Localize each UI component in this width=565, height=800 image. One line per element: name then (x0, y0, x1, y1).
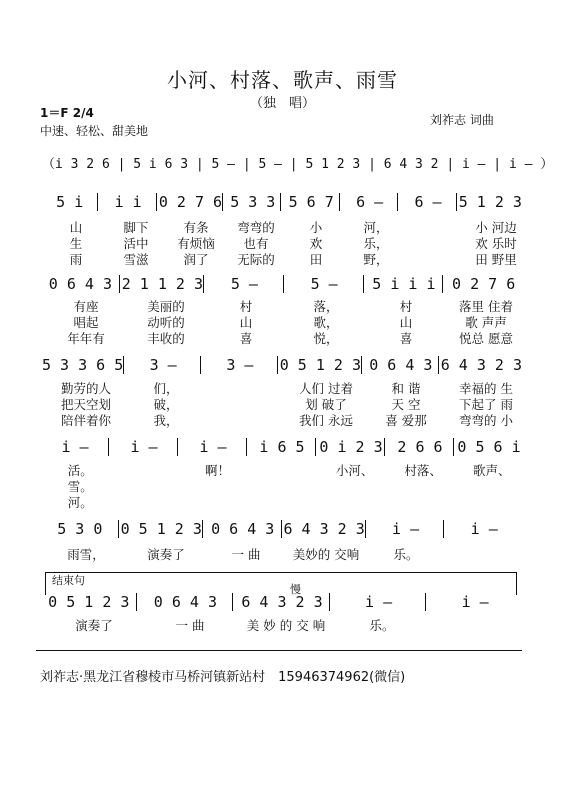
lyric-cell (206, 379, 286, 396)
lyric-cell (115, 461, 184, 478)
lyric-cell: 雪滋 (123, 252, 149, 267)
lyric-cell: 美妙的 交响 (292, 547, 360, 562)
lyric-cell: 无际的 (237, 252, 275, 267)
measure: i — (392, 520, 420, 538)
ending-box (45, 572, 517, 595)
lyric-cell (430, 616, 526, 633)
lyric-cell (389, 477, 458, 494)
notation-line (42, 437, 522, 457)
lyric-verse (46, 477, 526, 494)
measure: 0 2 7 6 (452, 275, 516, 293)
ending-notation (42, 592, 522, 612)
lyric-cell (115, 493, 184, 510)
measure: 0 5 1 2 3 (120, 520, 202, 538)
lyric-cell: 破， (153, 397, 179, 412)
measure: 5 3 3 6 5 (42, 356, 124, 374)
song-subtitle: （独 唱） (249, 96, 315, 111)
ending-lyrics (46, 616, 526, 633)
composer-credit: 刘祚志 词曲 (430, 113, 494, 127)
lyric-cell: 田 (309, 252, 323, 267)
lyric-cell: 村 (239, 299, 253, 314)
lyric-cell: 有烦恼 (177, 236, 215, 251)
key-signature: 1＝F 2/4 (40, 106, 94, 120)
lyric-cell: 歌， (313, 315, 339, 330)
measure: i 6 5 (259, 438, 305, 456)
measure: 5 — (230, 275, 258, 293)
lyric-cell: 歌声、 (473, 463, 511, 478)
lyric-cell: 一 曲 (175, 618, 205, 633)
measure: i — (61, 438, 89, 456)
lyric-verse (46, 329, 526, 346)
lyric-cell: 小 (309, 220, 323, 235)
lyric-verse (46, 461, 526, 478)
measure: i — (130, 438, 158, 456)
lyric-cell: 美丽的 (147, 299, 185, 314)
lyric-cell: 唱起 (73, 315, 99, 330)
measure: 3 — (149, 356, 177, 374)
measure: 3 — (226, 356, 254, 374)
lyric-cell (406, 250, 466, 267)
lyric-verse (46, 395, 526, 412)
lyric-cell: 丰收的 (147, 331, 185, 346)
intro-notes: （i 3 2 6 | 5 i 6 3 | 5 — | 5 — | 5 1 2 3 | 6 4 3 2 | i — | i — ） (42, 156, 554, 172)
measure: 0 5 1 2 3 (48, 593, 130, 611)
lyric-cell (389, 493, 458, 510)
lyric-verse (46, 493, 526, 510)
lyric-cell: 下起了 雨 (459, 397, 513, 412)
lyric-cell: 我， (153, 413, 179, 428)
lyric-cell: 陪伴着你 (60, 413, 111, 428)
lyric-cell: 有座 (73, 299, 99, 314)
lyric-cell (115, 477, 184, 494)
lyric-cell: 天 空 (391, 397, 421, 412)
lyric-verse (46, 411, 526, 428)
measure: 0 2 7 6 (158, 193, 223, 211)
measure: 0 i 2 3 (319, 438, 383, 456)
lyric-cell (183, 477, 252, 494)
slow-marking: 慢 (290, 583, 301, 596)
lyric-cell: 动听的 (147, 315, 185, 330)
lyric-cell (457, 477, 526, 494)
measure: 5 6 7 (288, 193, 334, 211)
measure: 2 6 6 (397, 438, 443, 456)
lyric-cell: 悦总 愿意 (459, 331, 513, 346)
lyric-cell: 乐， (363, 236, 389, 251)
lyric-cell: 弯弯的 (237, 220, 275, 235)
lyric-verse (46, 297, 526, 314)
intro-line (42, 152, 554, 172)
notation-line (42, 192, 522, 212)
lyric-cell: 乐。 (369, 618, 395, 633)
lyric-cell: 美 妙 的 交 响 (246, 618, 326, 633)
lyric-cell: 田 野里 (475, 252, 517, 267)
lyric-cell (320, 477, 389, 494)
tempo-marking: 中速、轻松、甜美地 (40, 124, 149, 138)
lyric-cell (406, 218, 466, 235)
lyric-cell: 勤劳的人 (60, 381, 111, 396)
measure: i — (461, 593, 489, 611)
lyric-cell: 一 曲 (231, 547, 261, 562)
lyric-cell: 悦， (313, 331, 339, 346)
lyric-cell (252, 493, 321, 510)
measure: 0 5 6 i (457, 438, 521, 456)
lyric-cell (406, 234, 466, 251)
notation-line (42, 355, 522, 375)
lyric-cell: 落， (313, 299, 339, 314)
footer-rule (36, 650, 522, 651)
measure: i i (114, 193, 142, 211)
notation-line (42, 274, 522, 294)
footer-contact: 刘祚志·黑龙江省穆棱市马桥河镇新站村 15946374962(微信) (40, 670, 406, 685)
lyric-cell: 小 河边 (475, 220, 517, 235)
lyric-verse (46, 250, 526, 267)
lyric-verse (46, 234, 526, 251)
lyric-cell: 划 破了 (305, 397, 347, 412)
measure: 5 3 0 (57, 520, 103, 538)
lyric-cell: 我们 永远 (299, 413, 353, 428)
measure: 6 4 3 2 3 (283, 520, 365, 538)
measure: 0 6 4 3 (153, 593, 217, 611)
lyric-cell: 喜 爱那 (385, 413, 427, 428)
measure: i — (365, 593, 393, 611)
lyric-cell: 喜 (239, 331, 253, 346)
lyric-cell: 欢 乐时 (475, 236, 517, 251)
lyric-cell: 小河、 (335, 463, 374, 478)
lyric-cell: 乐。 (393, 547, 419, 562)
lyric-cell: 啊！ (204, 463, 230, 478)
lyric-cell (457, 493, 526, 510)
lyric-cell: 幸福的 生 (459, 381, 513, 396)
lyric-cell: 欢 (309, 236, 323, 251)
lyric-cell: 年年有 (67, 331, 105, 346)
measure: 0 6 4 3 (48, 275, 112, 293)
measure: 0 5 1 2 3 (279, 356, 361, 374)
lyric-cell: 把天空划 (60, 397, 111, 412)
lyric-cell: 有条 (183, 220, 209, 235)
measure: 5 3 3 (230, 193, 276, 211)
lyric-cell: 和 谐 (391, 381, 421, 396)
measure: 0 6 4 3 (369, 356, 433, 374)
lyric-cell (206, 411, 286, 428)
measure: 5 i (56, 193, 84, 211)
lyric-cell: 野， (363, 252, 389, 267)
measure: i — (470, 520, 498, 538)
lyric-cell (183, 493, 252, 510)
lyric-verse (46, 218, 526, 235)
measure: 6 4 3 2 3 (241, 593, 323, 611)
measure: 6 — (414, 193, 442, 211)
lyric-cell: 雪。 (67, 479, 93, 494)
lyric-cell: 人们 过着 (299, 381, 353, 396)
song-title: 小河、村落、歌声、雨雪 (167, 68, 398, 92)
lyric-cell: 们， (153, 381, 179, 396)
lyric-cell (252, 461, 321, 478)
lyric-cell: 润了 (183, 252, 209, 267)
measure: 5 i i i (372, 275, 436, 293)
measure: 2 1 1 2 3 (121, 275, 204, 293)
measure: 5 — (310, 275, 338, 293)
lyric-cell: 演奏了 (147, 547, 185, 562)
lyric-cell (446, 545, 526, 562)
ending-label: 结束句 (52, 574, 85, 587)
lyric-cell: 河。 (67, 495, 93, 510)
lyric-cell (320, 493, 389, 510)
measure: 5 1 2 3 (458, 193, 522, 211)
lyric-verse (46, 545, 526, 562)
lyric-cell: 落里 住着 (459, 299, 513, 314)
lyric-cell (252, 477, 321, 494)
lyric-cell: 也有 (243, 236, 269, 251)
lyric-cell: 山 (69, 220, 83, 235)
lyric-cell: 演奏了 (75, 618, 113, 633)
lyric-cell: 雨雪， (67, 547, 105, 562)
lyric-cell: 山 (239, 315, 253, 330)
notation-line (42, 519, 522, 539)
lyric-cell (206, 395, 286, 412)
lyric-cell: 活。 (67, 463, 93, 478)
lyric-cell: 喜 (399, 331, 413, 346)
lyric-cell: 河， (363, 220, 389, 235)
lyric-cell: 生 (69, 236, 83, 251)
measure: 0 6 4 3 (211, 520, 275, 538)
lyric-cell: 村落、 (404, 463, 442, 478)
lyric-cell: 村 (399, 299, 413, 314)
lyric-cell: 歌 声声 (465, 315, 507, 330)
measure: 6 — (356, 193, 384, 211)
measure: 6 4 3 2 3 (440, 356, 522, 374)
lyric-cell: 脚下 (123, 220, 149, 235)
lyric-cell: 山 (399, 315, 413, 330)
lyric-cell: 活中 (123, 236, 149, 251)
lyric-verse (46, 379, 526, 396)
measure: i — (199, 438, 227, 456)
lyric-cell: 雨 (69, 252, 83, 267)
lyric-verse (46, 313, 526, 330)
lyric-cell: 弯弯的 小 (459, 413, 513, 428)
